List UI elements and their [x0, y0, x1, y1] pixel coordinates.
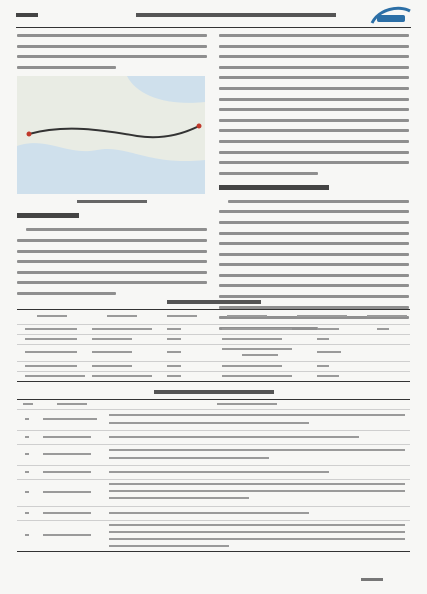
right-column — [219, 34, 409, 337]
table-2-title — [154, 390, 274, 394]
route-start — [27, 132, 32, 137]
header-rule — [16, 27, 411, 28]
figure-caption — [77, 200, 147, 203]
table-1 — [17, 300, 410, 382]
table-2 — [17, 390, 410, 552]
journal-logo — [369, 3, 413, 27]
issue-label — [16, 13, 38, 17]
project-location-map — [17, 76, 205, 194]
section-heading-3 — [219, 185, 329, 190]
route-end — [197, 124, 202, 129]
running-header — [16, 8, 411, 24]
left-column — [17, 34, 207, 303]
page-number — [361, 578, 383, 581]
table-1-title — [167, 300, 261, 304]
running-title — [136, 13, 336, 17]
section-heading-2 — [17, 213, 79, 218]
